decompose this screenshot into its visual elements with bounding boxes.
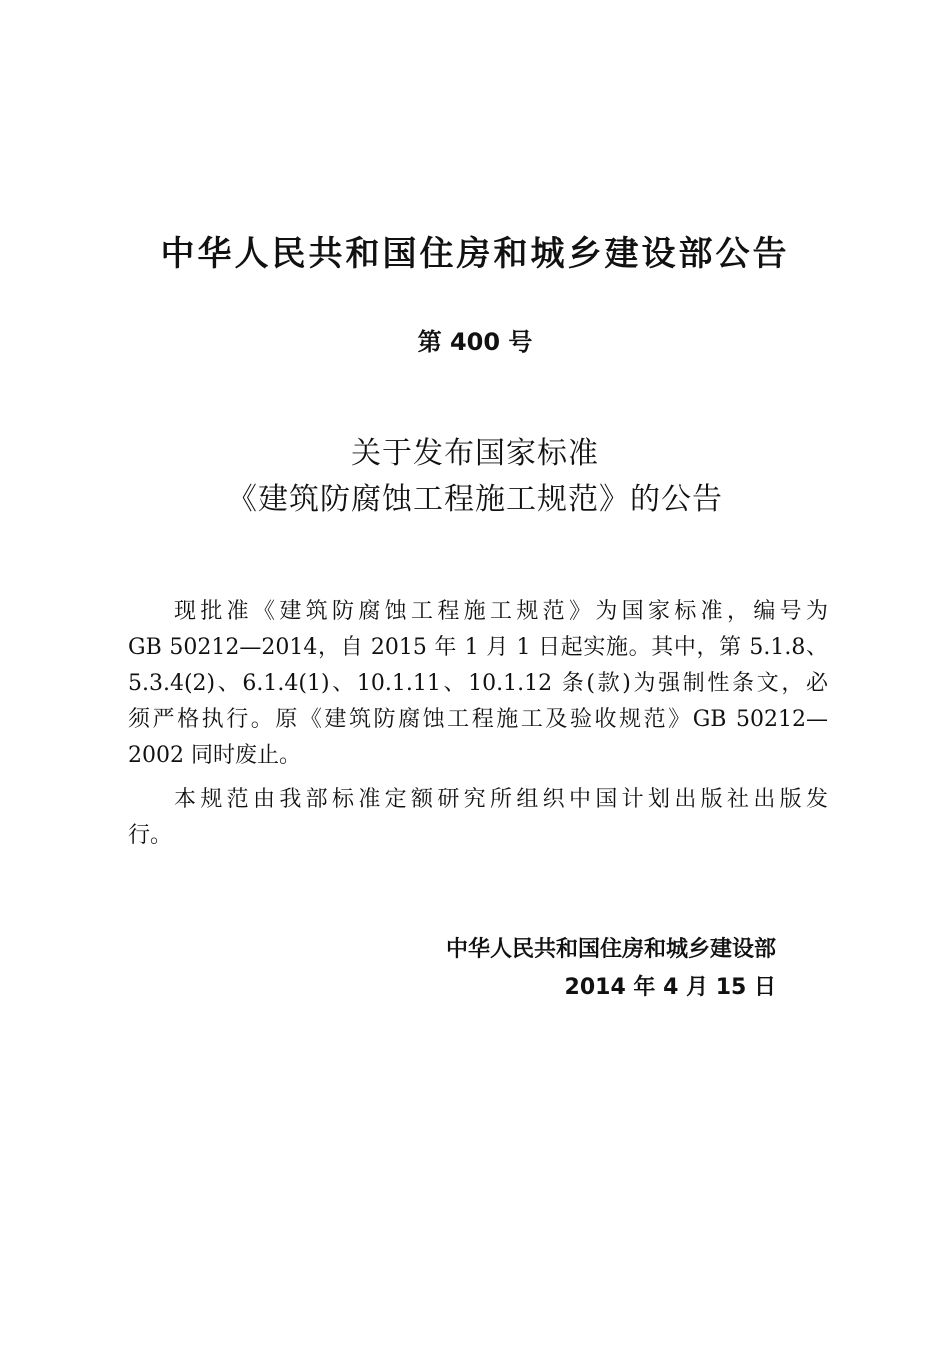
subtitle-line-1: 关于发布国家标准 <box>351 436 599 471</box>
announcement-number: 第 400 号 <box>417 328 533 356</box>
issue-date: 2014 年 4 月 15 日 <box>564 975 776 1000</box>
subtitle-line-2: 《建筑防腐蚀工程施工规范》的公告 <box>227 482 723 517</box>
paragraph-1-line-2: GB 50212—2014，自 2015 年 1 月 1 日起实施。其中，第 5.1.8、 <box>128 635 828 660</box>
paragraph-1-line-4: 须严格执行。原《建筑防腐蚀工程施工及验收规范》GB 50212— <box>128 707 828 732</box>
paragraph-2-line-1: 本规范由我部标准定额研究所组织中国计划出版社出版发 <box>174 787 828 812</box>
paragraph-1-line-5: 2002 同时废止。 <box>128 743 301 768</box>
paragraph-2-line-2: 行。 <box>128 823 173 848</box>
paragraph-1-line-3: 5.3.4(2)、6.1.4(1)、10.1.11、10.1.12 条(款)为强制性条文，必 <box>128 671 828 696</box>
paragraph-1-line-1: 现批准《建筑防腐蚀工程施工规范》为国家标准，编号为 <box>174 599 828 624</box>
page-title: 中华人民共和国住房和城乡建设部公告 <box>160 234 790 274</box>
issuer-signature: 中华人民共和国住房和城乡建设部 <box>445 937 776 962</box>
